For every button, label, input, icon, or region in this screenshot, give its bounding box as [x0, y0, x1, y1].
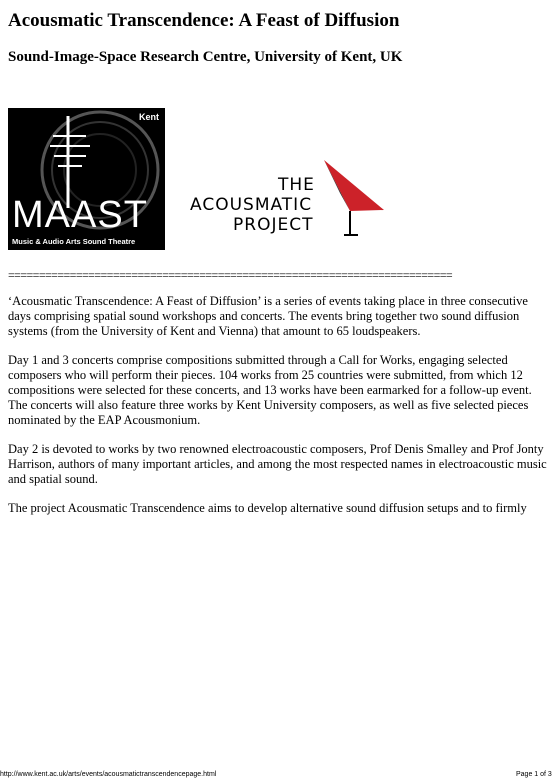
article-body [8, 294, 549, 530]
project-logo-line-1: THE [278, 175, 315, 195]
maast-logo [8, 108, 165, 250]
red-triangle-icon [316, 155, 388, 240]
page-title: Acousmatic Transcendence: A Feast of Diffusion [8, 10, 400, 31]
project-logo-line-2: ACOUSMATIC [190, 195, 313, 215]
maast-tagline: Music & Audio Arts Sound Theatre [12, 237, 136, 246]
footer-url: http://www.kent.ac.uk/arts/events/acousmatictranscendencepage.html [0, 771, 217, 778]
paragraph-day-1-3: Day 1 and 3 concerts comprise compositions submitted through a Call for Works, engaging selected composers who will perform their pieces. 104 works from 25 countries were submitted, from which 12 compositions were selected for these concerts, and 13 works have been earmarked for a follow-up event. The concerts will also feature three works by Kent University composers, as well as five selected pieces nominated by the EAP Acousmonium. [8, 353, 532, 427]
kent-label: Kent [139, 112, 159, 122]
paragraph-intro: ‘Acousmatic Transcendence: A Feast of Diffusion’ is a series of events taking place in three consecutive days comprising spatial sound workshops and concerts. The events bring together two sound diffusion systems (from the University of Kent and Vienna) that amount to 65 loudspeakers. [8, 294, 528, 338]
project-logo-line-3: PROJECT [233, 215, 314, 235]
separator-line: ======================================================================== [8, 268, 453, 282]
maast-wordmark: MAAST [12, 194, 148, 236]
acousmatic-project-logo [188, 155, 388, 245]
page-subtitle: Sound-Image-Space Research Centre, University of Kent, UK [8, 49, 403, 65]
paragraph-day-2: Day 2 is devoted to works by two renowned electroacoustic composers, Prof Denis Smalley and Prof Jonty Harrison, authors of many important articles, and among the most respected names in electroacoustic music and spatial sound. [8, 442, 547, 486]
paragraph-project-aims: The project Acousmatic Transcendence aims to develop alternative sound diffusion setups and to firmly [8, 501, 527, 515]
footer-page-number: Page 1 of 3 [516, 771, 552, 778]
